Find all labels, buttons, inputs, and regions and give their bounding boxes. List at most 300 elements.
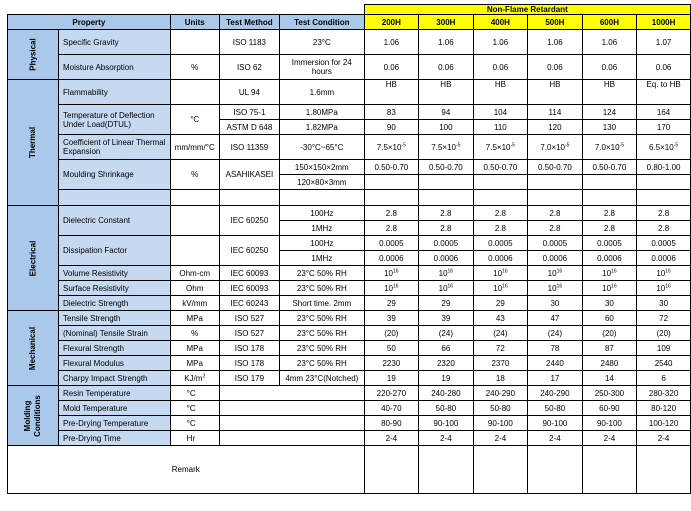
value-mantissa: 10 [384, 268, 394, 278]
grade-value: 29 [473, 296, 528, 311]
unit: % [170, 326, 219, 341]
grade-value: 2-4 [419, 431, 474, 446]
test-method: ISO 178 [219, 356, 279, 371]
value-mantissa: 10 [602, 268, 612, 278]
value-mantissa: 10 [493, 283, 503, 293]
table-row [8, 431, 691, 446]
grade-header: 300H [419, 15, 474, 30]
table-row [8, 5, 691, 15]
property-name: Surface Resistivity [59, 281, 171, 296]
test-method-blank [219, 401, 364, 416]
grade-value: 0.50-0.70 [473, 160, 528, 175]
grade-value: 6 [637, 371, 691, 386]
value-mantissa: 6.5×10 [649, 142, 674, 152]
grade-value: 170 [637, 120, 691, 135]
unit: °C [170, 386, 219, 401]
grade-value: 50-80 [473, 401, 528, 416]
value-mantissa: 7.0×10 [540, 142, 566, 152]
value-exponent: 16 [502, 267, 508, 274]
test-condition: 4mm 23°C(Notched) [280, 371, 365, 386]
grade-value: 1.06 [528, 30, 583, 55]
value-mantissa: 10 [438, 268, 448, 278]
test-condition: 100Hz [280, 236, 365, 251]
value-exponent: 16 [393, 267, 399, 274]
grade-value [637, 281, 691, 296]
grade-value: 110 [473, 120, 528, 135]
grade-value: 280-320 [637, 386, 691, 401]
value-exponent: 2 [202, 372, 206, 379]
value-exponent: 16 [556, 282, 563, 289]
grade-value: 0.0006 [419, 251, 474, 266]
grade-value [364, 266, 419, 281]
test-condition: 1MHz [280, 251, 365, 266]
grade-value: 30 [528, 296, 583, 311]
units-header: Units [170, 15, 219, 30]
value-mantissa: 10 [602, 283, 612, 293]
property-name: Mold Temperature [59, 401, 171, 416]
grade-value: 0.0005 [637, 236, 691, 251]
property-name: Resin Temperature [59, 386, 171, 401]
table-row [8, 356, 691, 371]
value-exponent: 16 [611, 282, 617, 289]
remark-box: Remark [8, 446, 365, 494]
grade-value: 66 [419, 341, 474, 356]
grade-value: 2-4 [637, 431, 691, 446]
grade-value: 2440 [528, 356, 583, 371]
grade-value: 94 [419, 105, 474, 120]
property-name: Pre-Drying Time [59, 431, 171, 446]
property-header: Property [8, 15, 171, 30]
grade-value: 29 [419, 296, 474, 311]
grade-value: 72 [637, 311, 691, 326]
table-row [8, 135, 691, 160]
grade-value: 50-80 [528, 401, 583, 416]
grade-value: 2230 [364, 356, 419, 371]
value-exponent: -5 [510, 141, 515, 148]
table-row [8, 281, 691, 296]
test-condition: 23°C 50% RH [280, 356, 365, 371]
grade-value: 0.0006 [528, 251, 583, 266]
grade-value: 130 [582, 120, 637, 135]
table-row [8, 55, 691, 80]
grade-value: (24) [473, 326, 528, 341]
property-name: Dissipation Factor [59, 236, 171, 266]
unit: °C [170, 401, 219, 416]
property-name: Moulding Shrinkage [59, 160, 171, 190]
grade-value: 17 [528, 371, 583, 386]
grade-value: (24) [419, 326, 474, 341]
test-method: ASAHIKASEI [219, 160, 279, 190]
grade-value: 220-270 [364, 386, 419, 401]
category-electrical [8, 206, 59, 311]
test-method-blank [219, 431, 364, 446]
test-method: ISO 178 [219, 341, 279, 356]
grade-value [582, 266, 637, 281]
grade-value: 1.07 [637, 30, 691, 55]
grade-value [419, 175, 474, 190]
category-label: Molding Conditions [23, 394, 42, 437]
grade-value: (24) [528, 326, 583, 341]
table-row [8, 105, 691, 120]
category-label: Mechanical [28, 326, 38, 370]
unit: MPa [170, 341, 219, 356]
grade-value: 0.06 [419, 55, 474, 80]
property-name: Flexural Modulus [59, 356, 171, 371]
test-method: ISO 11359 [219, 135, 279, 160]
property-name: Temperature of Deflection Under Load(DTUL) [59, 105, 171, 135]
grade-value: 1.06 [364, 30, 419, 55]
grade-value: 2320 [419, 356, 474, 371]
grade-value: 2-4 [364, 431, 419, 446]
unit: kV/mm [170, 296, 219, 311]
unit: mm/mm/°C [170, 135, 219, 160]
test-condition: 150×150×2mm [280, 160, 365, 175]
grade-value [582, 190, 637, 206]
value-mantissa: 10 [547, 268, 557, 278]
test-method: ISO 1183 [219, 30, 279, 55]
grade-value: 39 [364, 311, 419, 326]
value-exponent: -5 [673, 141, 679, 148]
table-row [8, 386, 691, 401]
property-name [59, 190, 171, 206]
grade-value: 80-120 [637, 401, 691, 416]
table-row [8, 206, 691, 221]
test-method: ISO 179 [219, 371, 279, 386]
test-method: ASTM D 648 [219, 120, 279, 135]
grade-value: 80-90 [364, 416, 419, 431]
property-name: Charpy Impact Strength [59, 371, 171, 386]
test-condition [280, 190, 365, 206]
grade-value [582, 175, 637, 190]
grade-value: 0.0005 [364, 236, 419, 251]
grade-value: 2.8 [419, 221, 474, 236]
grade-value: 40-70 [364, 401, 419, 416]
grade-header: 600H [582, 15, 637, 30]
grade-value: 1.06 [419, 30, 474, 55]
grade-value: 2370 [473, 356, 528, 371]
property-name: Dielectric Strength [59, 296, 171, 311]
test-condition: 120×80×3mm [280, 175, 365, 190]
test-condition: 23°C 50% RH [280, 311, 365, 326]
value-mantissa: 10 [384, 283, 394, 293]
grade-value: 0.06 [637, 55, 691, 80]
remark-grade [364, 446, 419, 494]
test-condition: Short time. 2mm [280, 296, 365, 311]
grade-value: 250-300 [582, 386, 637, 401]
test-method: UL 94 [219, 80, 279, 105]
test-condition: 100Hz [280, 206, 365, 221]
grade-header: 1000H [637, 15, 691, 30]
property-name: Volume Resistivity [59, 266, 171, 281]
test-method: ISO 527 [219, 326, 279, 341]
test-method: IEC 60250 [219, 236, 279, 266]
unit: °C [170, 105, 219, 135]
grade-value [473, 175, 528, 190]
value-mantissa: 7.5×10 [431, 142, 456, 152]
grade-value: 2.8 [419, 206, 474, 221]
grade-value: 2-4 [528, 431, 583, 446]
table-row [8, 446, 691, 494]
grade-value [419, 135, 474, 160]
grade-value: 30 [637, 296, 691, 311]
value-mantissa: 7.5×10 [376, 142, 402, 152]
grade-value: 240-290 [473, 386, 528, 401]
value-exponent: 16 [665, 282, 671, 289]
test-method: IEC 60093 [219, 281, 279, 296]
test-method: IEC 60250 [219, 206, 279, 236]
grade-value: 0.80-1.00 [637, 160, 691, 175]
property-name: (Nominal) Tensile Strain [59, 326, 171, 341]
grade-value: HB [419, 80, 474, 105]
grade-value [528, 190, 583, 206]
grade-value: 14 [582, 371, 637, 386]
unit [170, 236, 219, 266]
grade-value: 2-4 [582, 431, 637, 446]
property-name: Pre-Drying Temperature [59, 416, 171, 431]
property-name: Tensile Strength [59, 311, 171, 326]
test-method: IEC 60243 [219, 296, 279, 311]
table-row [8, 401, 691, 416]
grade-value: 2.8 [364, 221, 419, 236]
grade-header: 200H [364, 15, 419, 30]
grade-value: HB [582, 80, 637, 105]
test-method [219, 190, 279, 206]
grade-value: 60-90 [582, 401, 637, 416]
grade-value [473, 281, 528, 296]
table-row [8, 326, 691, 341]
value-mantissa: 10 [547, 283, 557, 293]
value-mantissa: 10 [656, 268, 666, 278]
grade-value: 47 [528, 311, 583, 326]
grade-value: 0.0005 [473, 236, 528, 251]
unit: MPa [170, 356, 219, 371]
grade-value: 19 [419, 371, 474, 386]
category-label: Thermal [28, 126, 38, 159]
table-row [8, 30, 691, 55]
method-header: Test Method [219, 15, 279, 30]
value-mantissa: 10 [656, 283, 666, 293]
grade-value: 0.50-0.70 [582, 160, 637, 175]
grade-value [364, 190, 419, 206]
table-row [8, 80, 691, 105]
grade-value: HB [364, 80, 419, 105]
grade-value: 2.8 [364, 206, 419, 221]
grade-value: 0.0006 [582, 251, 637, 266]
grade-value: 90-100 [582, 416, 637, 431]
grade-value: 2-4 [473, 431, 528, 446]
grade-value [364, 135, 419, 160]
unit: Hr [170, 431, 219, 446]
category-molding [8, 386, 59, 446]
test-condition: 23°C 50% RH [280, 281, 365, 296]
table-row [8, 341, 691, 356]
test-condition: 23°C 50% RH [280, 326, 365, 341]
value-exponent: -5 [619, 141, 624, 148]
unit [170, 30, 219, 55]
grade-value: 0.0006 [637, 251, 691, 266]
table-row [8, 416, 691, 431]
grade-value: 0.06 [364, 55, 419, 80]
remark-grade [473, 446, 528, 494]
grade-value [364, 175, 419, 190]
test-method: ISO 62 [219, 55, 279, 80]
value-exponent: 16 [447, 282, 454, 289]
grade-value: 100-120 [637, 416, 691, 431]
grade-value: 0.0005 [582, 236, 637, 251]
grade-value: 124 [582, 105, 637, 120]
remark-grade [528, 446, 583, 494]
property-name: Moisture Absorption [59, 55, 171, 80]
grade-value: 19 [364, 371, 419, 386]
grade-value: 50 [364, 341, 419, 356]
test-condition: 1.82MPa [280, 120, 365, 135]
category-mechanical [8, 311, 59, 386]
category-physical [8, 30, 59, 80]
grade-value: 164 [637, 105, 691, 120]
grade-value [528, 175, 583, 190]
value-mantissa: 7.5×10 [485, 142, 511, 152]
grade-value: 2480 [582, 356, 637, 371]
grade-value: 0.0006 [364, 251, 419, 266]
property-name: Flammability [59, 80, 171, 105]
grade-value: 60 [582, 311, 637, 326]
test-method: ISO 527 [219, 311, 279, 326]
grade-value: 2.8 [582, 206, 637, 221]
grade-value: 100 [419, 120, 474, 135]
test-condition: 1.6mm [280, 80, 365, 105]
grade-value: 1.06 [582, 30, 637, 55]
value-exponent: 16 [556, 267, 563, 274]
grade-value: Eq. to HB [637, 80, 691, 105]
grade-value: 90-100 [419, 416, 474, 431]
unit: MPa [170, 311, 219, 326]
value-exponent: -5 [401, 141, 406, 148]
properties-table [7, 4, 691, 494]
grade-value: 0.50-0.70 [364, 160, 419, 175]
grade-value: 0.50-0.70 [528, 160, 583, 175]
value-exponent: 16 [665, 267, 671, 274]
remark-grade [419, 446, 474, 494]
grade-value: 0.06 [473, 55, 528, 80]
value-exponent: 16 [502, 282, 508, 289]
grade-value: 2.8 [582, 221, 637, 236]
grade-value: 2.8 [528, 221, 583, 236]
grade-value: 2540 [637, 356, 691, 371]
grade-value [528, 281, 583, 296]
grade-value [528, 135, 583, 160]
condition-header: Test Condition [280, 15, 365, 30]
grade-value [637, 266, 691, 281]
grade-value [473, 190, 528, 206]
unit: % [170, 55, 219, 80]
grade-value: 0.0005 [419, 236, 474, 251]
grade-value: 18 [473, 371, 528, 386]
grade-value [419, 266, 474, 281]
test-method: IEC 60093 [219, 266, 279, 281]
property-name: Specific Gravity [59, 30, 171, 55]
grade-header: 400H [473, 15, 528, 30]
grade-value: 90-100 [473, 416, 528, 431]
table-row [8, 236, 691, 251]
remark-grade [637, 446, 691, 494]
grade-value: 72 [473, 341, 528, 356]
grade-value [419, 281, 474, 296]
grade-value [582, 135, 637, 160]
grade-value: 1.06 [473, 30, 528, 55]
table-row [8, 15, 691, 30]
grade-value [364, 281, 419, 296]
property-name: Flexural Strength [59, 341, 171, 356]
test-method-blank [219, 386, 364, 401]
grade-value: 2.8 [473, 221, 528, 236]
unit [170, 206, 219, 236]
unit: Ohm [170, 281, 219, 296]
table-row [8, 371, 691, 386]
value-mantissa: 10 [438, 283, 448, 293]
grade-value: 2.8 [473, 206, 528, 221]
value-exponent: -5 [565, 141, 570, 148]
grade-value: 120 [528, 120, 583, 135]
grade-value: (20) [582, 326, 637, 341]
grade-value: 78 [528, 341, 583, 356]
unit [170, 80, 219, 105]
value-mantissa: 10 [493, 268, 503, 278]
grade-value: 0.0006 [473, 251, 528, 266]
value-mantissa: 7.0×10 [594, 142, 620, 152]
test-method: ISO 75-1 [219, 105, 279, 120]
test-method-blank [219, 416, 364, 431]
grade-value: 87 [582, 341, 637, 356]
grade-value: 90 [364, 120, 419, 135]
value-exponent: 16 [393, 282, 399, 289]
grade-value: 114 [528, 105, 583, 120]
grade-value: 29 [364, 296, 419, 311]
grade-value: 2.8 [637, 206, 691, 221]
grade-value: 104 [473, 105, 528, 120]
grade-value: 2.8 [637, 221, 691, 236]
value-mantissa: KJ/m [184, 373, 203, 383]
property-name: Coefficient of Linear Thermal Expansion [59, 135, 171, 160]
grade-value: HB [473, 80, 528, 105]
value-exponent: 16 [611, 267, 617, 274]
grade-value: 50-80 [419, 401, 474, 416]
grade-value [473, 266, 528, 281]
test-condition: 23°C 50% RH [280, 341, 365, 356]
grade-value: 2.8 [528, 206, 583, 221]
table-row [8, 266, 691, 281]
grade-value [637, 135, 691, 160]
test-condition: -30°C~65°C [280, 135, 365, 160]
grade-value [637, 190, 691, 206]
grade-value: (20) [364, 326, 419, 341]
grade-value [419, 190, 474, 206]
category-label: Physical [28, 38, 38, 71]
property-name: Dielectric Constant [59, 206, 171, 236]
non-flame-retardant-header: Non-Flame Retardant [364, 5, 690, 15]
remark-grade [582, 446, 637, 494]
grade-value: HB [528, 80, 583, 105]
table-row [8, 160, 691, 175]
grade-value: 43 [473, 311, 528, 326]
grade-value: 39 [419, 311, 474, 326]
grade-value: 90-100 [528, 416, 583, 431]
grade-value: 83 [364, 105, 419, 120]
value-exponent: 16 [447, 267, 454, 274]
unit [170, 190, 219, 206]
table-row [8, 296, 691, 311]
grade-value: 0.06 [528, 55, 583, 80]
grade-value [637, 175, 691, 190]
